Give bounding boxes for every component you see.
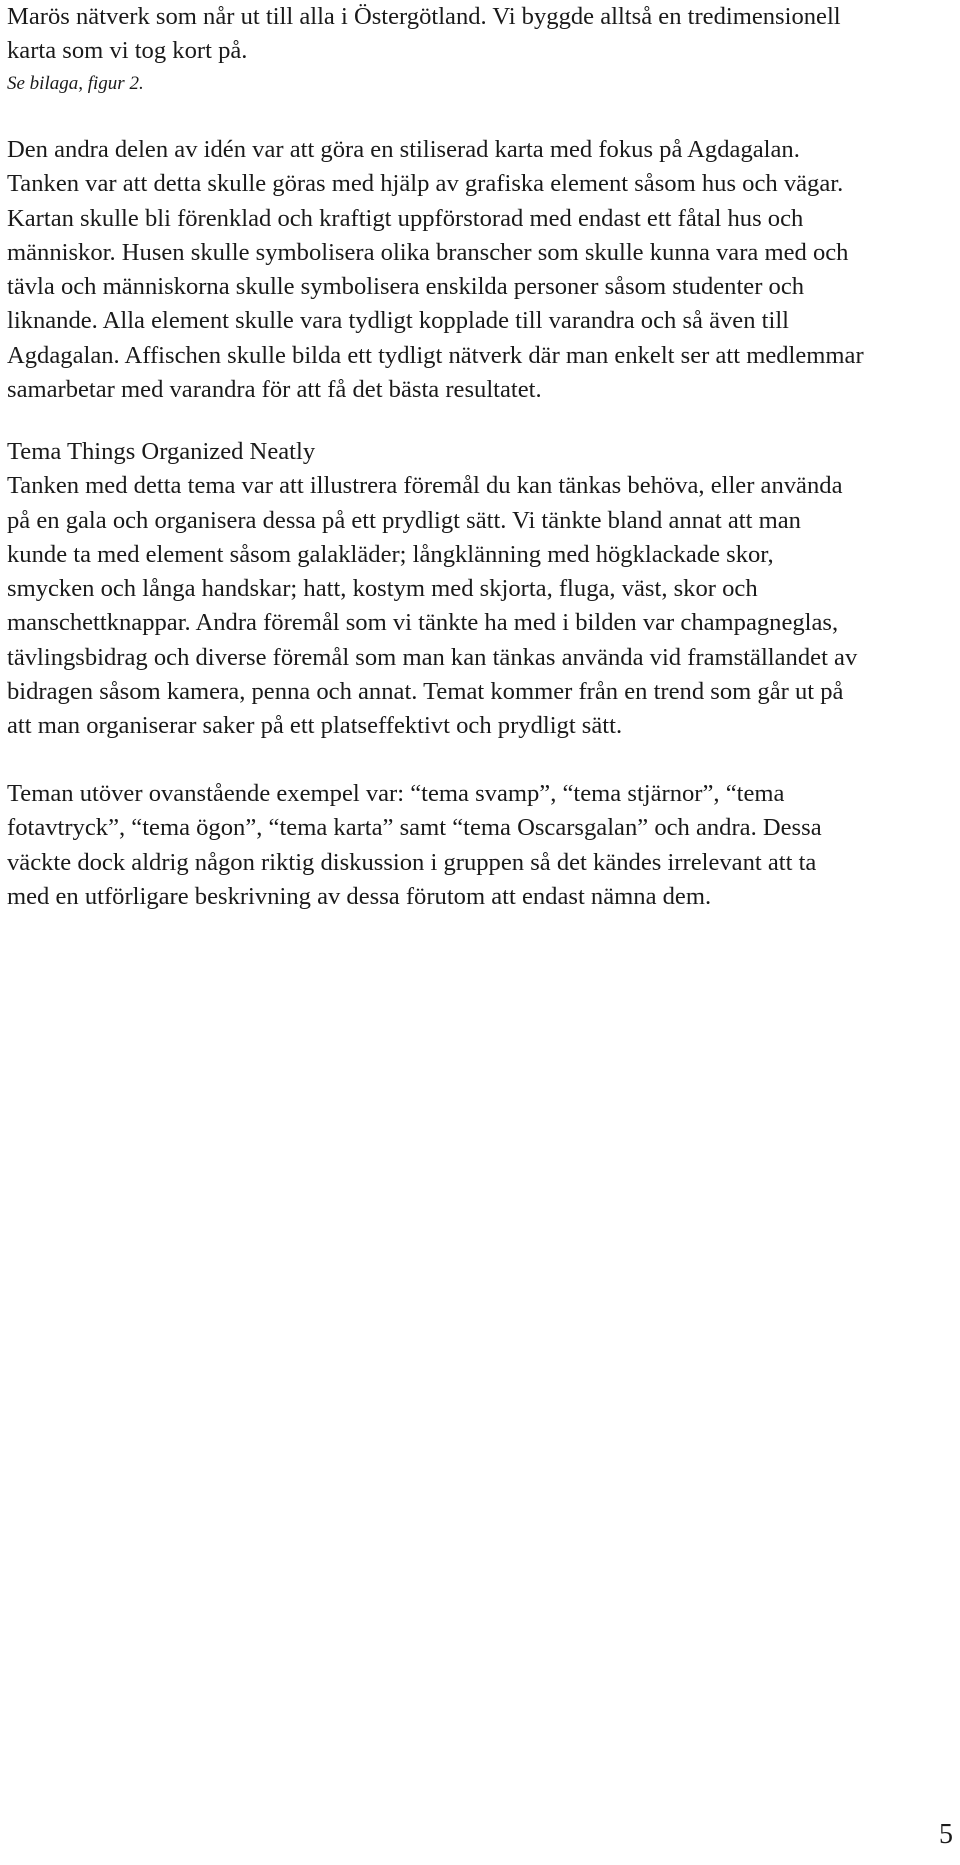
document-page: [7, 0, 953, 1865]
paragraph-stylized-map: [7, 133, 953, 407]
text-line: människor. Husen skulle symbolisera olika branscher som skulle kunna vara med och: [7, 238, 849, 266]
text-line: Tanken var att detta skulle göras med hjälp av grafiska element såsom hus och vägar.: [7, 170, 844, 198]
text-line: Teman utöver ovanstående exempel var: “tema svamp”, “tema stjärnor”, “tema: [7, 780, 785, 807]
section-heading: Tema Things Organized Neatly: [7, 438, 316, 465]
text-line: Tanken med detta tema var att illustrera föremål du kan tänkas behöva, eller använda: [7, 472, 843, 500]
paragraph-network-map: [7, 0, 953, 99]
text-line: att man organiserar saker på ett platseffektivt och prydligt sätt.: [7, 712, 623, 740]
text-line: Den andra delen av idén var att göra en stiliserad karta med fokus på Agdagalan.: [7, 136, 800, 163]
text-line: tävla och människorna skulle symbolisera enskilda personer såsom studenter och: [7, 273, 805, 301]
text-line: karta som vi tog kort på.: [7, 37, 248, 65]
text-line: tävlingsbidrag och diverse föremål som man kan tänkas använda vid framställandet av: [7, 643, 858, 671]
paragraph-other-themes: [7, 777, 953, 914]
text-line: samarbetar med varandra för att få det bästa resultatet.: [7, 376, 542, 404]
text-line: smycken och långa handskar; hatt, kostym med skjorta, fluga, väst, skor och: [7, 575, 758, 603]
text-line: bidragen såsom kamera, penna och annat. Temat kommer från en trend som går ut på: [7, 678, 844, 706]
page-number: 5: [939, 1819, 953, 1850]
text-line: på en gala och organisera dessa på ett prydligt sätt. Vi tänkte bland annat att man: [7, 506, 801, 534]
text-line: kunde ta med element såsom galakläder; långklänning med högklackade skor,: [7, 540, 774, 568]
text-line: Agdagalan. Affischen skulle bilda ett tydligt nätverk där man enkelt ser att medlemmar: [7, 341, 864, 369]
text-line: Kartan skulle bli förenklad och kraftigt uppförstorad med endast ett fåtal hus och: [7, 204, 804, 232]
text-line: manschettknappar. Andra föremål som vi tänkte ha med i bilden var champagneglas,: [7, 609, 839, 637]
section-theme-things-organized: [7, 435, 953, 744]
text-line: med en utförligare beskrivning av dessa förutom att endast nämna dem.: [7, 882, 712, 910]
text-line: Marös nätverk som når ut till alla i Östergötland. Vi byggde alltså en tredimensionell: [7, 3, 841, 30]
text-line: väckte dock aldrig någon riktig diskussion i gruppen så det kändes irrelevant att ta: [7, 848, 817, 876]
text-line: liknande. Alla element skulle vara tydligt kopplade till varandra och så även till: [7, 307, 789, 335]
figure-reference: Se bilaga, figur 2.: [7, 72, 144, 94]
text-line: fotavtryck”, “tema ögon”, “tema karta” samt “tema Oscarsgalan” och andra. Dessa: [7, 814, 822, 842]
